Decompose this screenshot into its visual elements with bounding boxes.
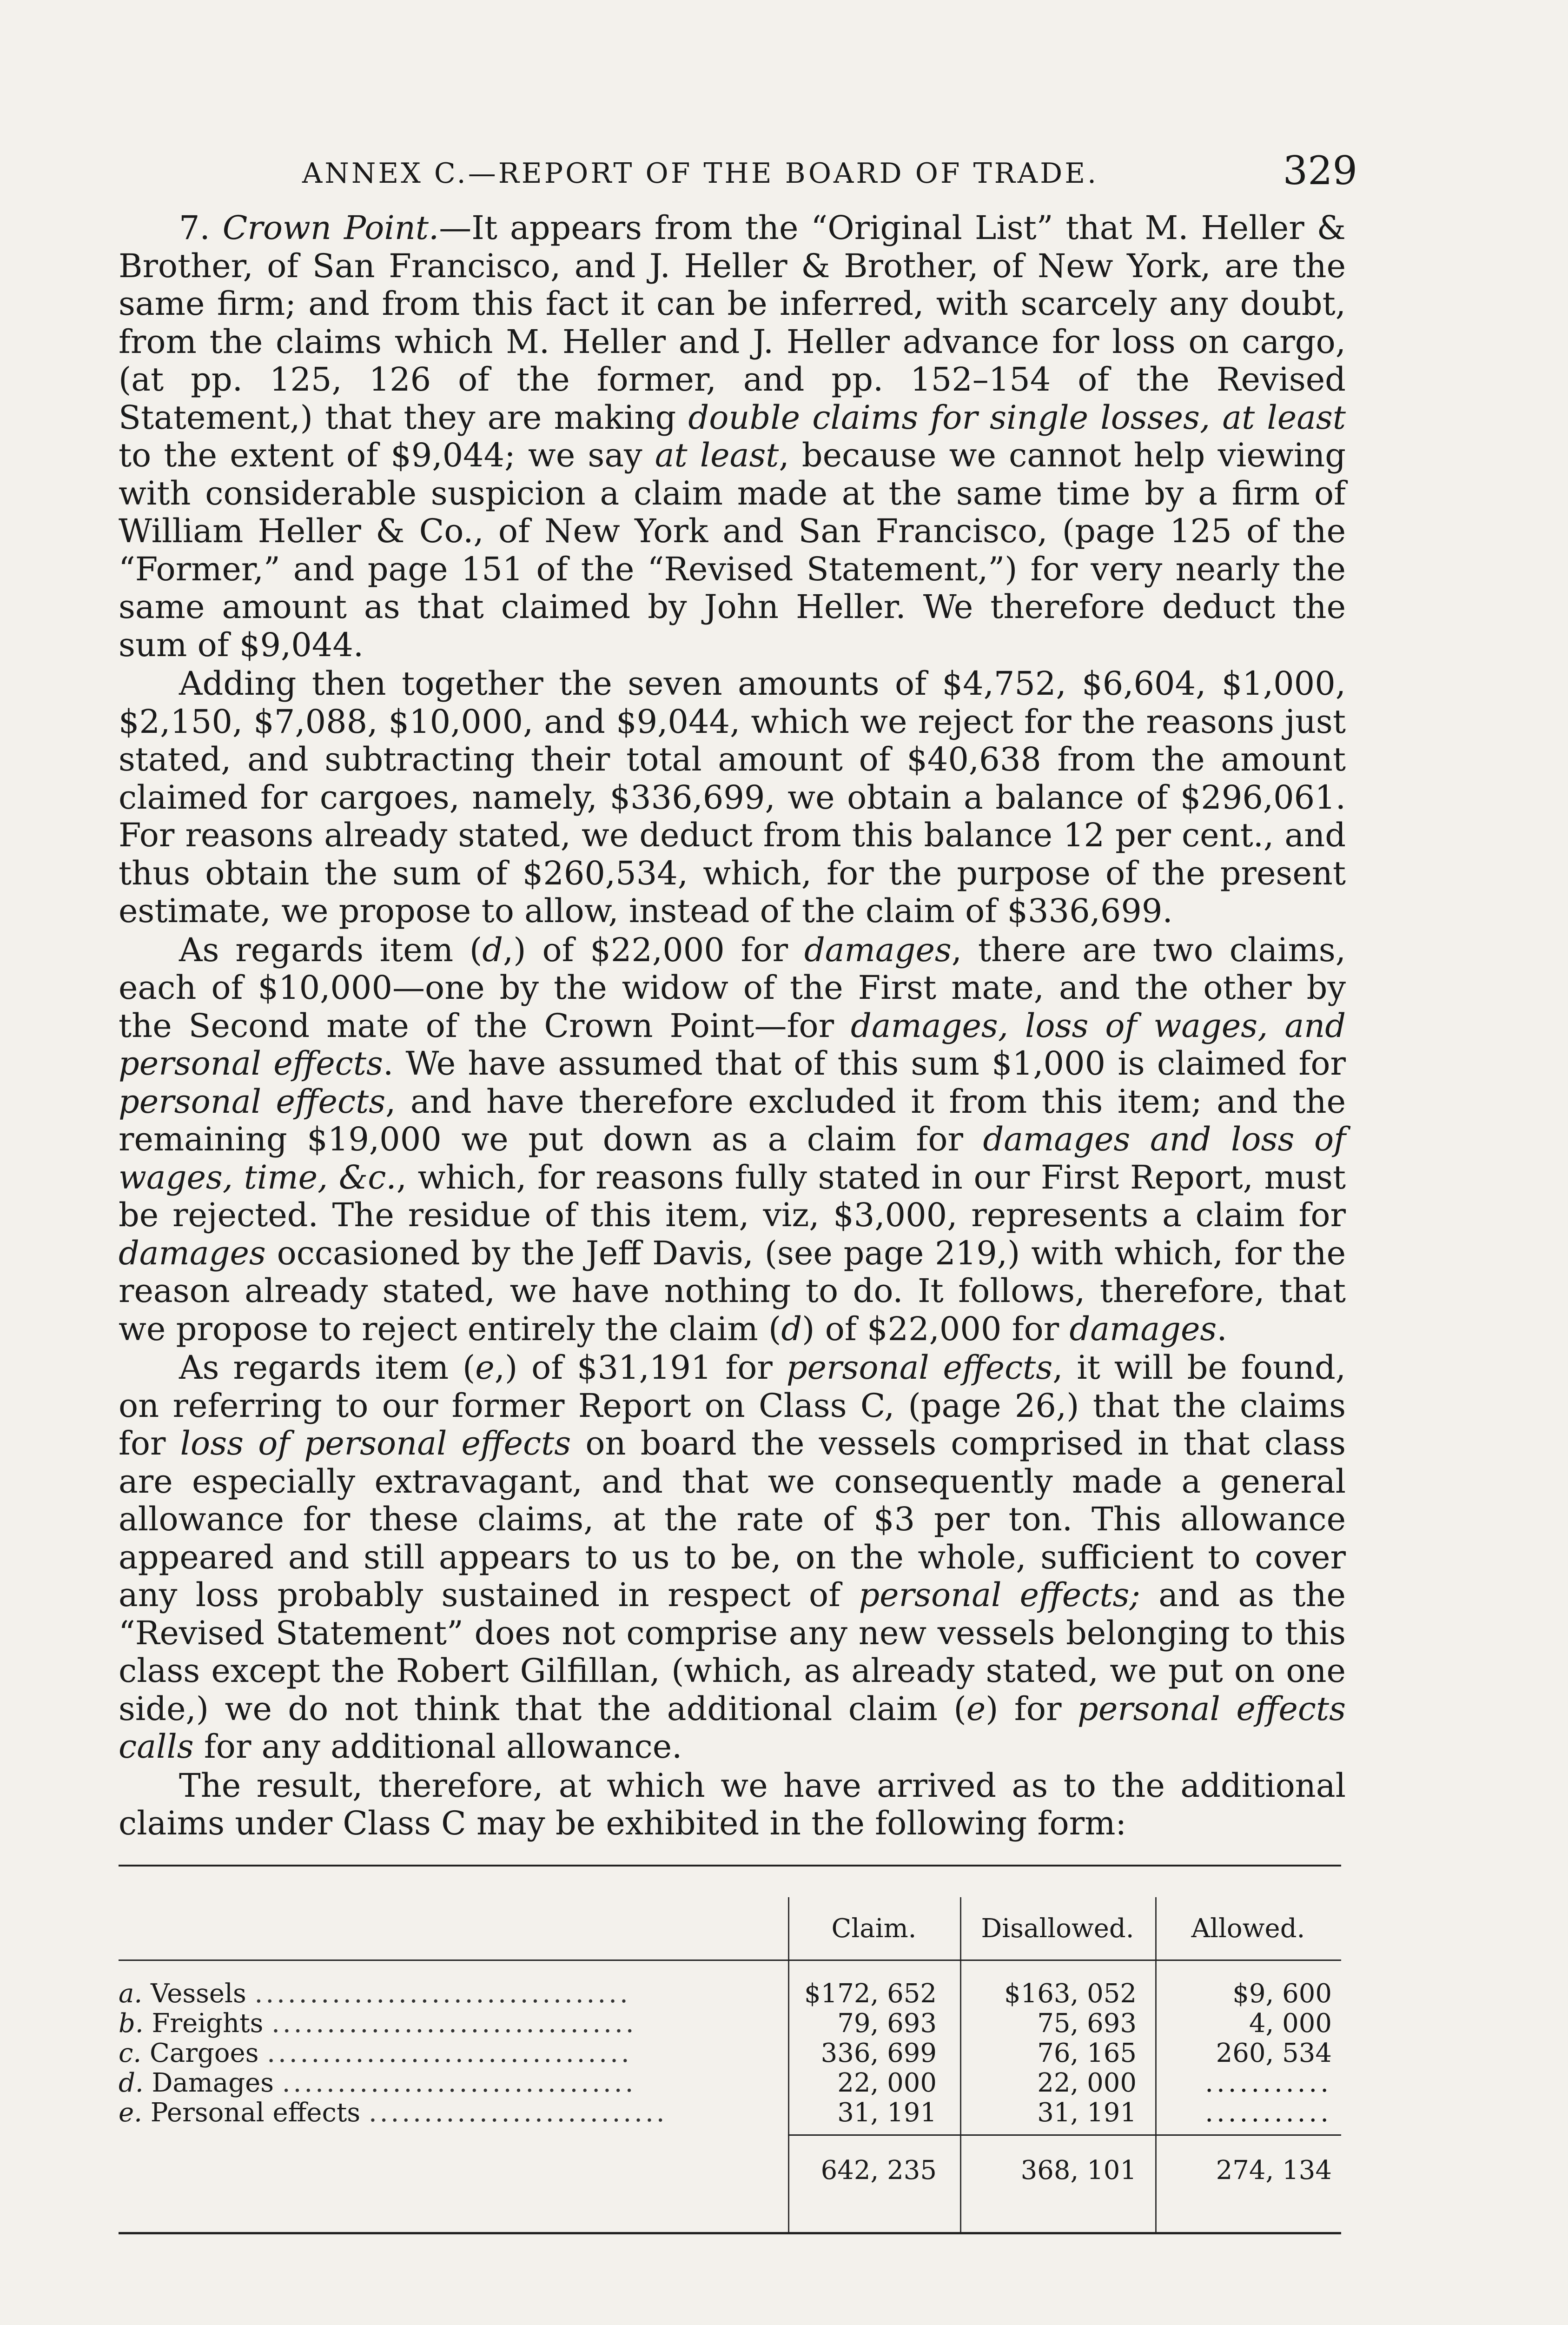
text-run: . (1217, 1309, 1227, 1348)
cell-allowed: 260, 534 (1216, 2038, 1332, 2068)
summary-table (119, 1865, 1346, 2255)
paragraph-personal-effects (119, 1349, 1346, 1766)
cell-claim: $172, 652 (804, 1979, 937, 2009)
emphasis-run: personal effects; (859, 1576, 1140, 1614)
item-number: 7. (179, 209, 223, 247)
leader-dots: ................................. (271, 2008, 637, 2039)
cell-allowed: ........... (1205, 2068, 1332, 2098)
leader-dots: ................................. (267, 2038, 632, 2068)
text-run: for any additional allowance. (193, 1727, 682, 1766)
emphasis-run: e (475, 1348, 495, 1387)
emphasis-run: damages (1069, 1309, 1217, 1348)
table-bottom-rule (119, 2232, 1341, 2234)
column-header-allowed: Allowed. (1191, 1913, 1305, 1944)
row-letter: a. (119, 1979, 143, 2009)
paragraph-damages (119, 931, 1346, 1348)
column-header-disallowed: Disallowed. (981, 1913, 1134, 1944)
cell-disallowed: $163, 052 (1004, 1979, 1137, 2009)
cell-disallowed: 75, 693 (1037, 2008, 1137, 2039)
body-text (119, 209, 1346, 1843)
text-run: . We have assumed that of this sum $1,000 is claimed for (383, 1044, 1346, 1083)
total-claim: 642, 235 (820, 2155, 937, 2186)
text-run: ,) of $31,191 for (494, 1348, 787, 1387)
totals-row (119, 2155, 1341, 2192)
cell-claim: 336, 699 (820, 2038, 937, 2068)
text-run: on board the vessels comprised in that class are especially extravagant, and that we consequently made a general allowance for these claims, at the rate of $3 per ton. This allowance appeared and still appears to us to be, on the whole, sufficient to cover any loss probably sustained in respect of (119, 1424, 1346, 1614)
row-label-text: Vessels (151, 1979, 246, 2009)
text-run: to the extent of $9,044; we say (119, 436, 655, 474)
row-label-text: Personal effects (150, 2098, 361, 2128)
text-run: ,) of $22,000 for (503, 930, 804, 969)
emphasis-run: e (966, 1689, 986, 1728)
table-row (119, 2068, 1341, 2098)
table-row (119, 1979, 1341, 2008)
text-run: , and have therefore excluded it from this item; and the remaining $19,000 we put down as a claim for (119, 1082, 1346, 1158)
emphasis-run: d (482, 930, 503, 969)
text-run: ) for (986, 1689, 1078, 1728)
cell-allowed: 4, 000 (1249, 2008, 1332, 2039)
emphasis-run: personal effects calls (119, 1689, 1346, 1766)
emphasis-run: damages (804, 930, 952, 969)
running-header (274, 148, 1371, 199)
row-label-text: Freights (152, 2008, 264, 2039)
row-label (119, 2098, 781, 2128)
cell-claim: 79, 693 (837, 2008, 937, 2039)
row-label (119, 2008, 781, 2039)
text-run: —It appears from the “Original List” that M. Heller & Brother, of San Francisco, and J. Heller & Brother, of New York, are the same firm; and from this fact it can be inferred, with scarcely any doubt, from the claims which M. Heller and J. Heller advance for loss on cargo, (at pp. 125, 126 of the former, and pp. 152–154 of the Revised Statement,) that they are making (119, 209, 1346, 437)
text-run: , it will be found, on referring to our former Report on Class C, (page 26,) that the claims for (119, 1348, 1346, 1462)
cell-claim: 22, 000 (837, 2068, 937, 2098)
cell-allowed: $9, 600 (1232, 1979, 1332, 2009)
row-label-text: Cargoes (149, 2038, 259, 2068)
row-label (119, 2068, 781, 2098)
paragraph-result: The result, therefore, at which we have arrived as to the additional claims under Class C may be exhibited in the following form: (119, 1766, 1346, 1842)
cell-claim: 31, 191 (837, 2098, 937, 2128)
table-row (119, 2038, 1341, 2068)
emphasis-run: d (781, 1309, 802, 1348)
row-label (119, 2038, 781, 2068)
column-header-claim: Claim. (831, 1913, 917, 1944)
text-run: and as the “Revised Statement” does not comprise any new vessels belonging to this class except the Robert Gilfillan, (which, as already stated, we put on one side,) we do not think that the additional claim ( (119, 1576, 1346, 1728)
emphasis-run: loss of personal effects (180, 1424, 571, 1462)
table-row (119, 2098, 1341, 2127)
table-top-rule (119, 1865, 1341, 1867)
text-run: As regards item ( (179, 930, 483, 969)
emphasis-run: damages and loss of wages, time, &c. (119, 1120, 1346, 1196)
emphasis-run: damages (119, 1234, 266, 1272)
cell-disallowed: 31, 191 (1037, 2098, 1137, 2128)
text-run: ) of $22,000 for (802, 1309, 1070, 1348)
row-letter: d. (119, 2068, 144, 2098)
header-rule (119, 1960, 1341, 1961)
row-label (119, 1979, 781, 2009)
text-run: , because we cannot help viewing with considerable suspicion a claim made at the same time by a firm of William Heller & Co., of New York and San Francisco, (page 125 of the “Former,” and page 151 of the “Revised Statement,”) for very nearly the same amount as that claimed by John Heller. We therefore deduct the sum of $9,044. (119, 436, 1346, 664)
emphasis-run: double claims for single losses, at least (688, 398, 1346, 437)
cell-allowed: ........... (1205, 2098, 1332, 2128)
paragraph-crown-point (119, 209, 1346, 664)
table-row (119, 2008, 1341, 2038)
totals-rule (788, 2134, 1341, 2136)
emphasis-run: personal effects (786, 1348, 1053, 1387)
table-body (119, 1979, 1341, 2127)
row-letter: c. (119, 2038, 142, 2068)
row-label-text: Damages (152, 2068, 274, 2098)
section-heading: Crown Point. (222, 209, 439, 247)
leader-dots: ........................... (368, 2098, 668, 2128)
leader-dots: .................................. (254, 1979, 631, 2009)
text-run: , which, for reasons fully stated in our First Report, must be rejected. The residue of this item, viz, $3,000, represents a claim for (119, 1158, 1346, 1234)
page-number: 329 (1283, 148, 1357, 193)
row-letter: b. (119, 2008, 144, 2039)
text-run: , there are two claims, each of $10,000—one by the widow of the First mate, and the other by the Second mate of the Crown Point—for (119, 930, 1346, 1045)
text-run: As regards item ( (179, 1348, 476, 1387)
emphasis-run: personal effects (119, 1082, 386, 1121)
text-run: occasioned by the Jeff Davis, (see page 219,) with which, for the reason already stated, we have nothing to do. It follows, therefore, that we propose to reject entirely the claim ( (119, 1234, 1346, 1348)
running-title: ANNEX C.—REPORT OF THE BOARD OF TRADE. (302, 157, 1099, 190)
row-letter: e. (119, 2098, 142, 2128)
cell-disallowed: 22, 000 (1037, 2068, 1137, 2098)
total-disallowed: 368, 101 (1020, 2155, 1137, 2186)
paragraph-adding-amounts: Adding then together the seven amounts of $4,752, $6,604, $1,000, $2,150, $7,088, $10,000, and $9,044, which we reject for the reasons just stated, and subtracting their total amount of $40,638 from the amount claimed for cargoes, namely, $336,699, we obtain a balance of $296,061. For reasons already stated, we deduct from this balance 12 per cent., and thus obtain the sum of $260,534, which, for the purpose of the present estimate, we propose to allow, instead of the claim of $336,699. (119, 664, 1346, 930)
emphasis-run: at least (655, 436, 779, 474)
emphasis-run: damages, loss of wages, and personal effects (119, 1006, 1346, 1083)
leader-dots: ................................ (282, 2068, 636, 2098)
cell-disallowed: 76, 165 (1037, 2038, 1137, 2068)
total-allowed: 274, 134 (1216, 2155, 1332, 2186)
